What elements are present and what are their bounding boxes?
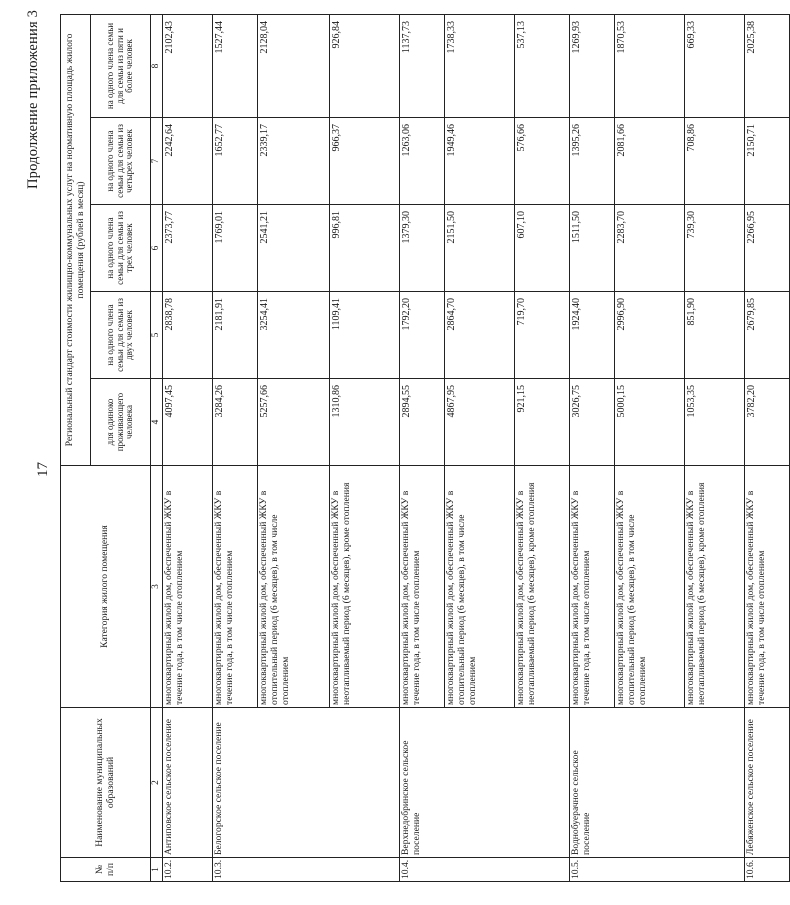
value-family-5: 1137,73 bbox=[400, 14, 445, 117]
value-family-5: 2025,38 bbox=[745, 14, 790, 117]
value-single: 4867,95 bbox=[445, 379, 515, 466]
row-index: 10.4. bbox=[400, 858, 570, 882]
value-family-2: 2838,78 bbox=[163, 292, 213, 379]
value-family-5: 1738,33 bbox=[445, 14, 515, 117]
value-single: 3026,75 bbox=[570, 379, 615, 466]
housing-category: многоквартирный жилой дом, обеспеченный ЖКУ в течение года, в том числе отоплением bbox=[400, 466, 445, 708]
housing-category: многоквартирный жилой дом, обеспеченный ЖКУ в течение года, в том числе отоплением bbox=[163, 466, 213, 708]
table-row bbox=[163, 14, 213, 881]
value-family-3: 2283,70 bbox=[615, 205, 685, 292]
value-family-2: 2864,70 bbox=[445, 292, 515, 379]
value-family-3: 739,30 bbox=[685, 205, 745, 292]
value-family-4: 708,86 bbox=[685, 118, 745, 205]
housing-standard-table bbox=[60, 14, 790, 882]
table-row bbox=[745, 14, 790, 881]
value-family-3: 2541,21 bbox=[258, 205, 330, 292]
appendix-continuation: Продолжение приложения 3 bbox=[25, 9, 41, 189]
housing-category: многоквартирный жилой дом, обеспеченный ЖКУ в течение года, в том числе отоплением bbox=[570, 466, 615, 708]
housing-category: многоквартирный жилой дом, обеспеченный ЖКУ в течение года, в том числе отоплением bbox=[213, 466, 258, 708]
row-index: 10.2. bbox=[163, 858, 213, 882]
municipality-name: Воднобуерачное сельское поселение bbox=[570, 708, 745, 858]
header-family-3: на одного члена семьи для семьи из трех человек bbox=[91, 205, 151, 292]
value-single: 4097,45 bbox=[163, 379, 213, 466]
header-no: № п/п bbox=[61, 858, 151, 882]
value-family-5: 1269,93 bbox=[570, 14, 615, 117]
value-single: 1310,86 bbox=[330, 379, 400, 466]
value-family-2: 1792,20 bbox=[400, 292, 445, 379]
value-single: 5257,66 bbox=[258, 379, 330, 466]
value-family-5: 2102,43 bbox=[163, 14, 213, 117]
value-family-2: 3254,41 bbox=[258, 292, 330, 379]
value-family-3: 2266,95 bbox=[745, 205, 790, 292]
value-family-2: 851,90 bbox=[685, 292, 745, 379]
header-single: для одиноко проживающего человека bbox=[91, 379, 151, 466]
value-family-3: 2151,50 bbox=[445, 205, 515, 292]
header-family-5: на одного члена семьи для семьи из пяти и более человек bbox=[91, 14, 151, 117]
row-index: 10.5. bbox=[570, 858, 745, 882]
value-family-4: 2339,17 bbox=[258, 118, 330, 205]
municipality-name: Белогорское сельское поселение bbox=[213, 708, 400, 858]
value-family-5: 669,33 bbox=[685, 14, 745, 117]
value-family-5: 1870,53 bbox=[615, 14, 685, 117]
housing-category: многоквартирный жилой дом, обеспеченный ЖКУ в неотапливаемый период (6 месяцев), кроме отопления bbox=[515, 466, 570, 708]
column-number: 3 bbox=[151, 466, 163, 708]
value-single: 3782,20 bbox=[745, 379, 790, 466]
value-family-2: 1109,41 bbox=[330, 292, 400, 379]
value-family-3: 1769,01 bbox=[213, 205, 258, 292]
value-family-4: 1949,46 bbox=[445, 118, 515, 205]
housing-category: многоквартирный жилой дом, обеспеченный ЖКУ в отопительный период (6 месяцев), в том числе отоплением bbox=[615, 466, 685, 708]
value-family-3: 607,10 bbox=[515, 205, 570, 292]
value-single: 3284,26 bbox=[213, 379, 258, 466]
column-number: 1 bbox=[151, 858, 163, 882]
value-single: 921,15 bbox=[515, 379, 570, 466]
municipality-name: Лебяженское сельское поселение bbox=[745, 708, 790, 858]
table-row bbox=[213, 14, 258, 881]
value-single: 2894,55 bbox=[400, 379, 445, 466]
housing-category: многоквартирный жилой дом, обеспеченный ЖКУ в неотапливаемый период (6 месяцев), кроме отопления bbox=[685, 466, 745, 708]
row-index: 10.6. bbox=[745, 858, 790, 882]
column-number: 5 bbox=[151, 292, 163, 379]
page-number: 17 bbox=[35, 462, 51, 477]
value-family-2: 719,70 bbox=[515, 292, 570, 379]
value-family-4: 1652,77 bbox=[213, 118, 258, 205]
value-family-2: 1924,40 bbox=[570, 292, 615, 379]
header-municipality: Наименование муниципальных образований bbox=[61, 708, 151, 858]
value-single: 5000,15 bbox=[615, 379, 685, 466]
value-family-2: 2181,91 bbox=[213, 292, 258, 379]
header-standard: Региональный стандарт стоимости жилищно-коммунальных услуг на нормативную площадь жилого помещения (рублей в месяц) bbox=[61, 14, 91, 465]
municipality-name: Верхнедобринское сельское поселение bbox=[400, 708, 570, 858]
housing-category: многоквартирный жилой дом, обеспеченный ЖКУ в отопительный период (6 месяцев), в том числе отоплением bbox=[445, 466, 515, 708]
value-family-3: 1379,30 bbox=[400, 205, 445, 292]
value-family-4: 966,37 bbox=[330, 118, 400, 205]
header-category: Категория жилого помещения bbox=[61, 466, 151, 708]
header-family-4: на одного члена семьи для семьи из четырех человек bbox=[91, 118, 151, 205]
column-number: 6 bbox=[151, 205, 163, 292]
value-family-2: 2679,85 bbox=[745, 292, 790, 379]
column-number: 2 bbox=[151, 708, 163, 858]
value-family-4: 2242,64 bbox=[163, 118, 213, 205]
value-family-4: 576,66 bbox=[515, 118, 570, 205]
housing-category: многоквартирный жилой дом, обеспеченный ЖКУ в течение года, в том числе отоплением bbox=[745, 466, 790, 708]
value-family-4: 2150,71 bbox=[745, 118, 790, 205]
value-family-2: 2996,90 bbox=[615, 292, 685, 379]
municipality-name: Антиповское сельское поселение bbox=[163, 708, 213, 858]
value-family-5: 2128,04 bbox=[258, 14, 330, 117]
value-family-5: 537,13 bbox=[515, 14, 570, 117]
row-index: 10.3. bbox=[213, 858, 400, 882]
housing-category: многоквартирный жилой дом, обеспеченный ЖКУ в отопительный период (6 месяцев), в том числе отоплением bbox=[258, 466, 330, 708]
value-family-5: 1527,44 bbox=[213, 14, 258, 117]
column-number: 7 bbox=[151, 118, 163, 205]
value-family-3: 996,81 bbox=[330, 205, 400, 292]
value-family-3: 2373,77 bbox=[163, 205, 213, 292]
value-family-4: 1395,26 bbox=[570, 118, 615, 205]
table-row bbox=[570, 14, 615, 881]
value-single: 1053,35 bbox=[685, 379, 745, 466]
column-number: 4 bbox=[151, 379, 163, 466]
value-family-3: 1511,50 bbox=[570, 205, 615, 292]
table-row bbox=[400, 14, 445, 881]
value-family-4: 2081,66 bbox=[615, 118, 685, 205]
header-family-2: на одного члена семьи для семьи из двух человек bbox=[91, 292, 151, 379]
value-family-5: 926,84 bbox=[330, 14, 400, 117]
value-family-4: 1263,06 bbox=[400, 118, 445, 205]
housing-category: многоквартирный жилой дом, обеспеченный ЖКУ в неотапливаемый период (6 месяцев), кроме отопления bbox=[330, 466, 400, 708]
column-number: 8 bbox=[151, 14, 163, 117]
